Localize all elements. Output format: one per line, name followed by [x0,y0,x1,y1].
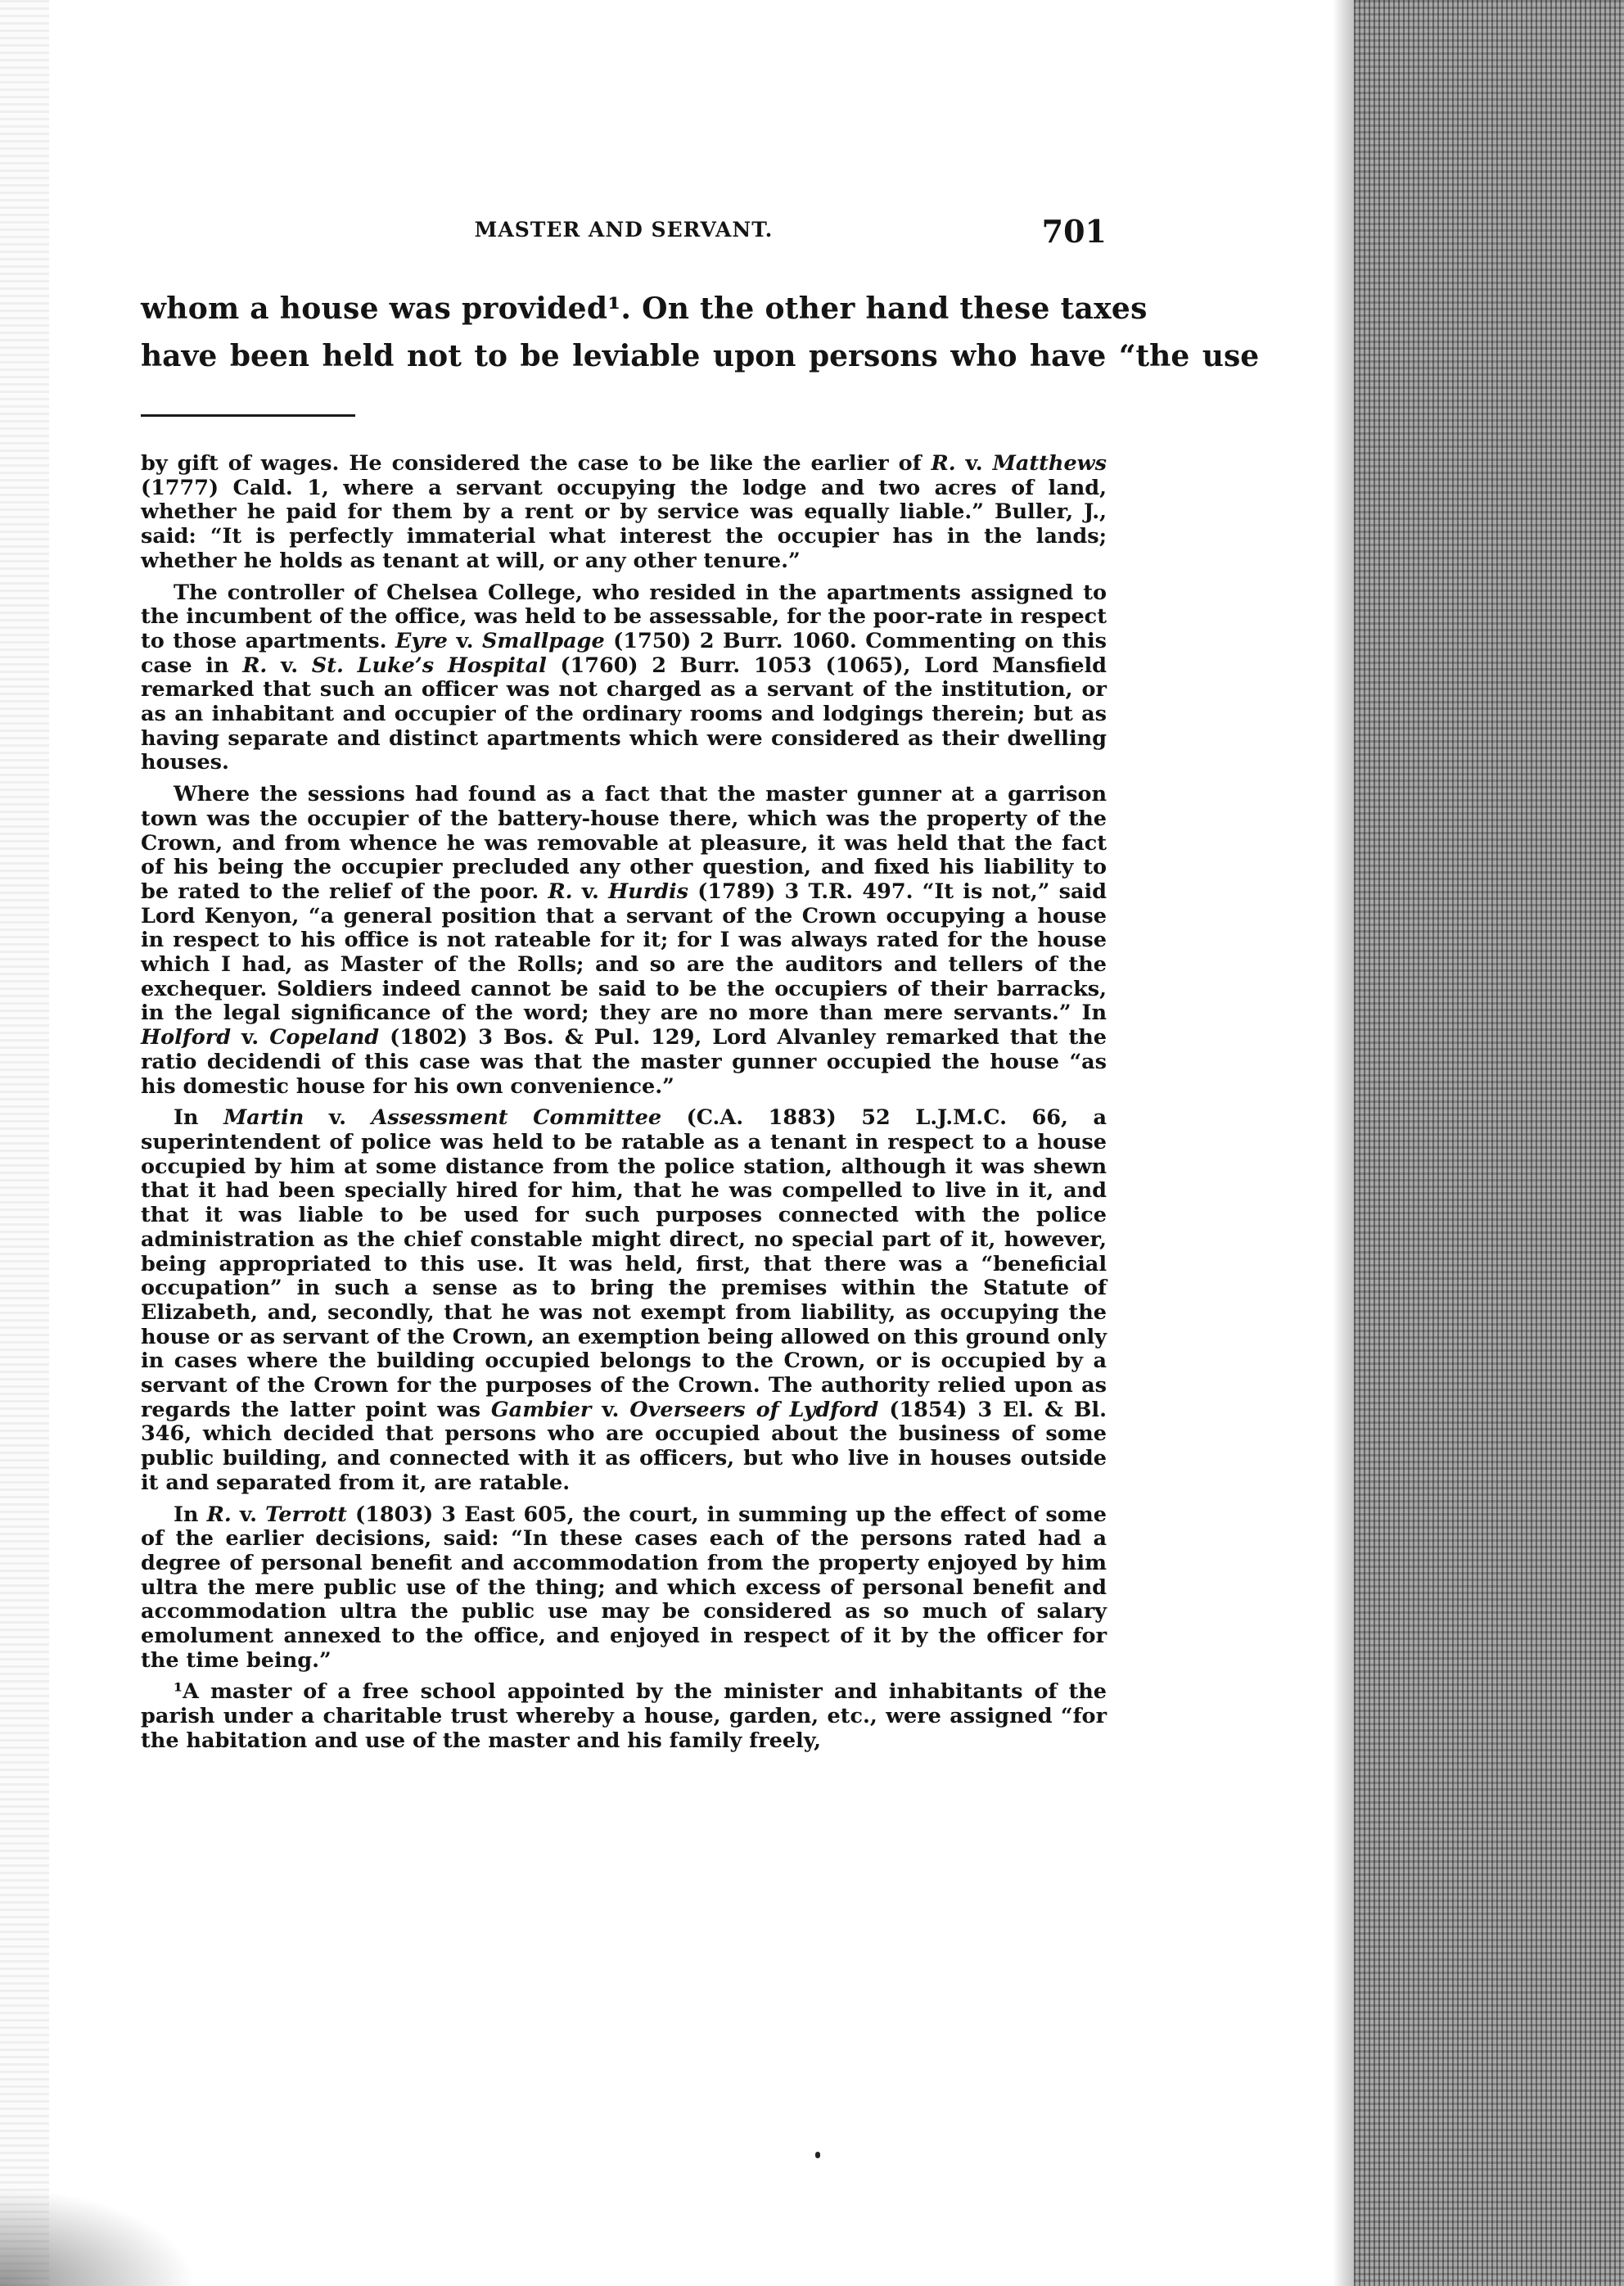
case-name: Gambier [490,1397,592,1422]
main-text [141,285,1260,380]
running-head [141,213,1107,254]
footnote-text: (1750) 2 Burr. 1060. Commenting on this case in [141,628,1107,678]
case-name: Overseers of Lydford [629,1397,879,1422]
scan-left-edge [0,0,49,2286]
running-title: MASTER AND SERVANT. [474,218,774,242]
footnote-rule [141,414,355,417]
footnote-text: (1789) 3 T.R. 497. “It is not,” said Lord Kenyon, “a general position that a servant of the Crown occupying a house in respect to his office is not rateable for it; for I was always rated for the house which I had, as Master of the Rolls; and so are the auditors and tellers of the exchequer. Soldiers indeed cannot be said to be the occupiers of their barracks, in the legal significance of the word; they are no more than mere servants.” In [141,879,1107,1026]
footnote-text: by gift of wages. He considered the case to be like the earlier of [141,451,932,476]
case-name: Matthews [992,451,1107,476]
case-name: R. [548,879,573,904]
footnote-paragraph [141,452,1107,574]
case-name: Eyre [395,628,448,653]
case-name: Hurdis [608,879,689,904]
footnote-text: v. [304,1105,372,1131]
case-name: R. [242,653,268,678]
footnote-text: In [174,1105,224,1131]
footnote-paragraph [141,581,1107,776]
footnotes [141,452,1107,1761]
footnote-text: (1802) 3 Bos. & Pul. 129, Lord Alvanley remarked that the ratio decidendi of this case was that the master gunner occupied the house “as his domestic house for his own convenience.” [141,1025,1107,1099]
footnote-text: v. [447,628,482,653]
footnote-text: v. [572,879,609,904]
case-name: Terrott [265,1502,347,1527]
case-name: R. [206,1502,232,1527]
main-text-line: have been held not to be leviable upon persons who have “the use [141,339,1260,373]
page-number: 701 [1041,213,1107,250]
main-text-line: whom a house was provided¹. On the other hand these taxes [141,291,1148,326]
footnote-paragraph [141,1680,1107,1753]
footnote-text: v. [955,451,993,476]
footnote-text: Where the sessions had found as a fact that the master gunner at a garrison town was the occupier of the battery-house there, which was the property of the Crown, and from whence he was removable at pleasure, it was held that the fact of his being the occupier precluded any other question, and fixed his liability to be rated to the relief of the poor. [141,782,1107,904]
case-name: Smallpage [481,628,605,653]
footnote-text: (1854) 3 El. & Bl. 346, which decided that persons who are occupied about the business of some public building, and connected with it as officers, but who live in houses outside it and separated from it, are ratable. [141,1397,1107,1495]
footnote-text: (1803) 3 East 605, the court, in summing up the effect of some of the earlier decisions, said: “In these cases each of the persons rated had a degree of personal benefit and accommodation from the property enjoyed by him ultra the mere public use of the thing; and which excess of personal benefit and accommodation ultra the public use may be considered as so much of salary emolument annexed to the office, and enjoyed in respect of it by the officer for the time being.” [141,1502,1107,1673]
footnote-text: v. [231,1502,266,1527]
footnote-text: (C.A. 1883) 52 L.J.M.C. 66, a superintendent of police was held to be ratable as a tenant in respect to a house occupied by him at some distance from the police station, although it was shewn that it had been specially hired for him, that he was compelled to live in it, and that it was liable to be used for such purposes connected with the police administration as the chief constable might direct, no special part of it, however, being appropriated to this use. It was held, first, that there was a “beneficial occupation” in such a sense as to bring the premises within the Statute of Elizabeth, and, secondly, that he was not exempt from liability, as occupying the house or as servant of the Crown, an exemption being allowed on this ground only in cases where the building occupied belongs to the Crown, or is occupied by a servant of the Crown for the purposes of the Crown. The authority relied upon as regards the latter point was [141,1105,1107,1422]
case-name: Copeland [269,1025,380,1050]
case-name: Holford [141,1025,232,1050]
footnote-marker: ¹ [174,1679,183,1705]
scan-right-edge-fade [1333,0,1354,2286]
footnote-text: A master of a free school appointed by the minister and inhabitants of the parish under a charitable trust whereby a house, garden, etc., were assigned “for the habitation and use of the master and his family freely, [141,1679,1107,1753]
case-name: Martin [223,1105,304,1131]
footnote-text: The controller of Chelsea College, who resided in the apartments assigned to the incumbent of the office, was held to be assessable, for the poor-rate in respect to those apartments. [141,580,1107,653]
footnote-paragraph [141,783,1107,1099]
footnote-text: In [174,1502,207,1527]
footnote-text: (1777) Cald. 1, where a servant occupying the lodge and two acres of land, whether he paid for them by a rent or by service was equally liable.” Buller, J., said: “It is perfectly immaterial what interest the occupier has in the lands; whether he holds as tenant at will, or any other tenure.” [141,475,1107,573]
book-page [141,0,1260,2286]
footnote-text: v. [267,653,312,678]
footnote-text: v. [591,1397,630,1422]
scan-right-edge [1354,0,1624,2286]
case-name: R. [931,451,956,476]
footer-mark [815,2152,820,2158]
footnote-paragraph [141,1106,1107,1495]
footnote-text: (1760) 2 Burr. 1053 (1065), Lord Mansfield remarked that such an officer was not charged as a servant of the institution, or as an inhabitant and occupier of the ordinary rooms and lodgings therein; but as having separate and distinct apartments which were considered as their dwelling houses. [141,653,1107,775]
footnote-paragraph [141,1503,1107,1674]
case-name: St. Luke’s Hospital [311,653,547,678]
case-name: Assessment Committee [371,1105,662,1131]
footnote-text: v. [231,1025,270,1050]
